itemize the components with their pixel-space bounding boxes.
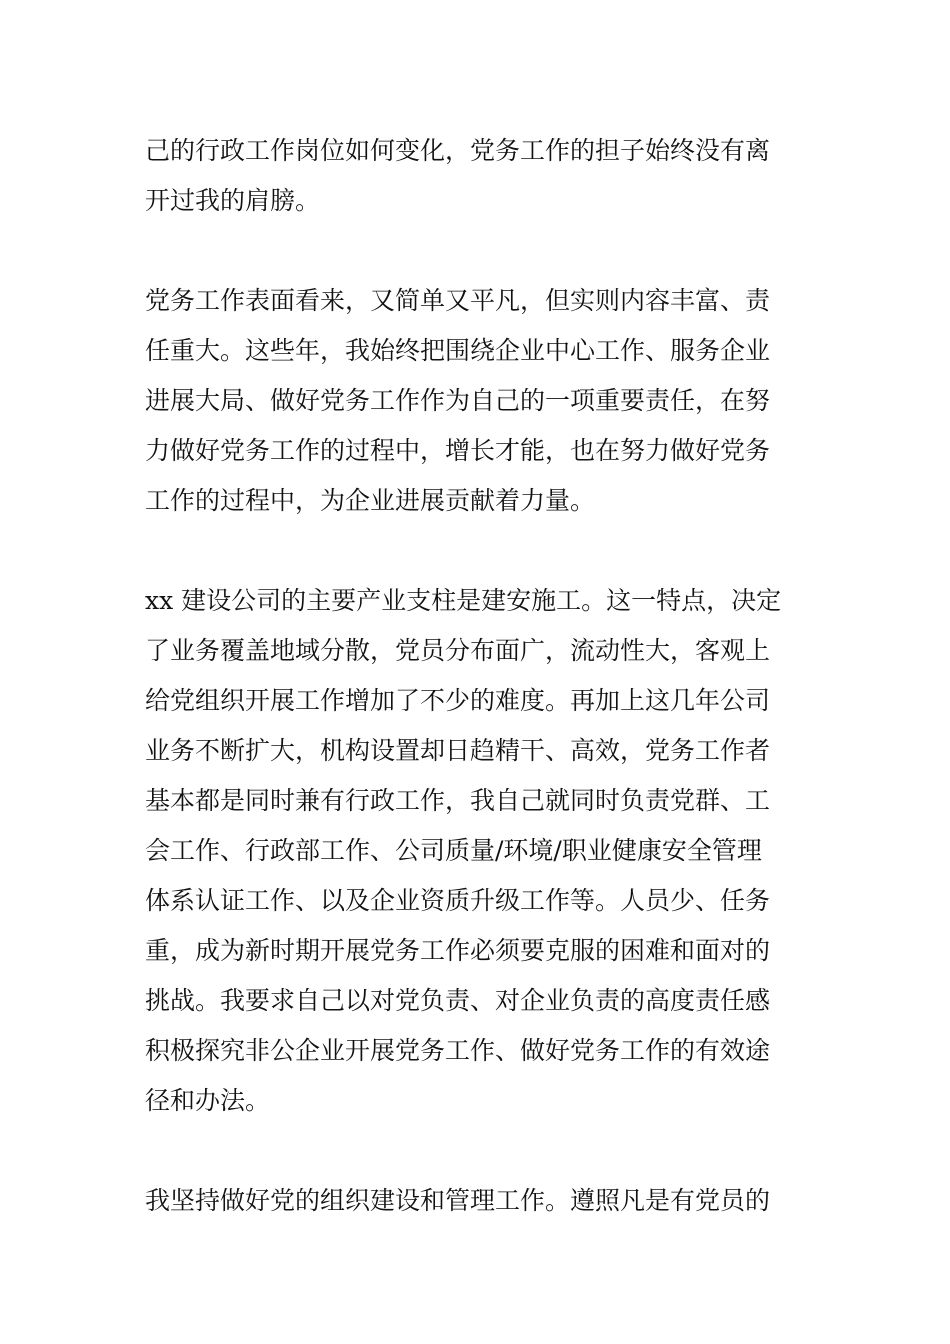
text-line: 力做好党务工作的过程中，增长才能，也在努力做好党务 [145, 436, 771, 465]
text-line: 挑战。我要求自己以对党负责、对企业负责的高度责任感 [145, 986, 771, 1015]
text-line: 党务工作表面看来，又简单又平凡，但实则内容丰富、责 [145, 286, 771, 315]
text-line: xx 建设公司的主要产业支柱是建安施工。这一特点，决定 [145, 586, 782, 615]
text-line: 任重大。这些年，我始终把围绕企业中心工作、服务企业 [145, 336, 771, 365]
text-line: 会工作、行政部工作、公司质量/环境/职业健康安全管理 [145, 836, 762, 865]
paragraph-spacer [145, 526, 810, 576]
text-line: 径和办法。 [145, 1086, 271, 1115]
paragraph-spacer [145, 226, 810, 276]
text-line: 积极探究非公企业开展党务工作、做好党务工作的有效途 [145, 1036, 771, 1065]
paragraph-2 [145, 276, 810, 526]
text-line: 己的行政工作岗位如何变化，党务工作的担子始终没有离 [145, 136, 771, 165]
paragraph-3 [145, 576, 810, 1126]
text-line: 开过我的肩膀。 [145, 186, 321, 215]
text-line: 业务不断扩大，机构设置却日趋精干、高效，党务工作者 [145, 736, 771, 765]
text-line: 了业务覆盖地域分散，党员分布面广，流动性大，客观上 [145, 636, 771, 665]
paragraph-spacer [145, 1126, 810, 1176]
document-body [145, 126, 810, 1226]
text-line: 我坚持做好党的组织建设和管理工作。遵照凡是有党员的 [145, 1186, 771, 1215]
paragraph-1 [145, 126, 810, 226]
text-line: 进展大局、做好党务工作作为自己的一项重要责任，在努 [145, 386, 771, 415]
text-line: 工作的过程中，为企业进展贡献着力量。 [145, 486, 596, 515]
text-line: 体系认证工作、以及企业资质升级工作等。人员少、任务 [145, 886, 771, 915]
text-line: 重，成为新时期开展党务工作必须要克服的困难和面对的 [145, 936, 771, 965]
text-line: 给党组织开展工作增加了不少的难度。再加上这几年公司 [145, 686, 771, 715]
paragraph-4 [145, 1176, 810, 1226]
text-line: 基本都是同时兼有行政工作，我自己就同时负责党群、工 [145, 786, 771, 815]
